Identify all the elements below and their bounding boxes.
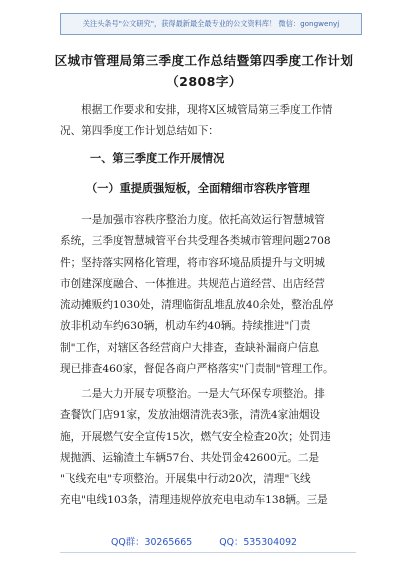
text-line: 流动摊贩约1030处，清理临街乱堆乱放40余处，整治乱停 <box>60 299 334 312</box>
text-line: 制"工作，对辖区各经营商户大排查，查缺补漏商户信息 <box>60 341 320 354</box>
text-line: 施，开展燃气安全宣传15次，燃气安全检查20次；处罚违 <box>60 430 331 443</box>
text-line: 现已排查460家，督促各商户严格落实"门责制"管理工作。 <box>60 363 334 376</box>
text-line: 系统，三季度智慧城管平台共受理各类城市管理问题2708 <box>60 235 331 248</box>
text-line: 二是大力开展专项整治。一是大气环保专项整治。排 <box>60 388 325 400</box>
text-line: 一是加强市容秩序整治力度。依托高效运行智慧城管 <box>60 214 325 226</box>
qq-number: QQ：535304092 <box>219 537 298 548</box>
footer-divider <box>60 552 356 553</box>
text-line: 充电"电线103条，清理违规停放充电电动车138辆。三是 <box>60 494 328 507</box>
text-line: 件；坚持落实网格化管理，将市容环境品质提升与文明城 <box>60 256 325 269</box>
text-line: 规抛洒、运输渣土车辆57台、共处罚金42600元。二是 <box>60 451 320 464</box>
document-word-count: （2808字） <box>166 74 242 89</box>
header-banner <box>60 13 362 35</box>
subsection-heading: （一）重提质强短板，全面精细市容秩序管理 <box>86 181 310 195</box>
text-line: 根据工作要求和安排，现将X区城管局第三季度工作情 <box>60 104 333 116</box>
text-line: 查餐饮门店91家，发放油烟清洗表3张，清洗4家油烟设 <box>60 409 321 422</box>
footer-contacts <box>0 534 408 548</box>
body-paragraph-2 <box>60 384 356 512</box>
text-line: "飞线充电"专项整治。开展集中行动20次，清理"飞线 <box>60 473 311 486</box>
qq-group: QQ群：30265665 <box>110 537 193 548</box>
document-title: 区城市管理局第三季度工作总结暨第四季度工作计划 <box>54 53 354 68</box>
banner-text: 关注头条号"公文研究"，获得最新最全最专业的公文资料库！ 微信：gongwenyj <box>82 19 340 28</box>
section-heading: 一、第三季度工作开展情况 <box>90 152 225 165</box>
intro-paragraph <box>60 100 356 143</box>
text-line: 况、第四季度工作计划总结如下： <box>60 125 219 138</box>
body-paragraph-1 <box>60 210 356 380</box>
text-line: 市创建深度融合、一体推进。共规范占道经营、出店经营 <box>60 277 325 290</box>
text-line: 放非机动车约630辆，机动车约40辆。持续推进"门责 <box>60 320 311 333</box>
